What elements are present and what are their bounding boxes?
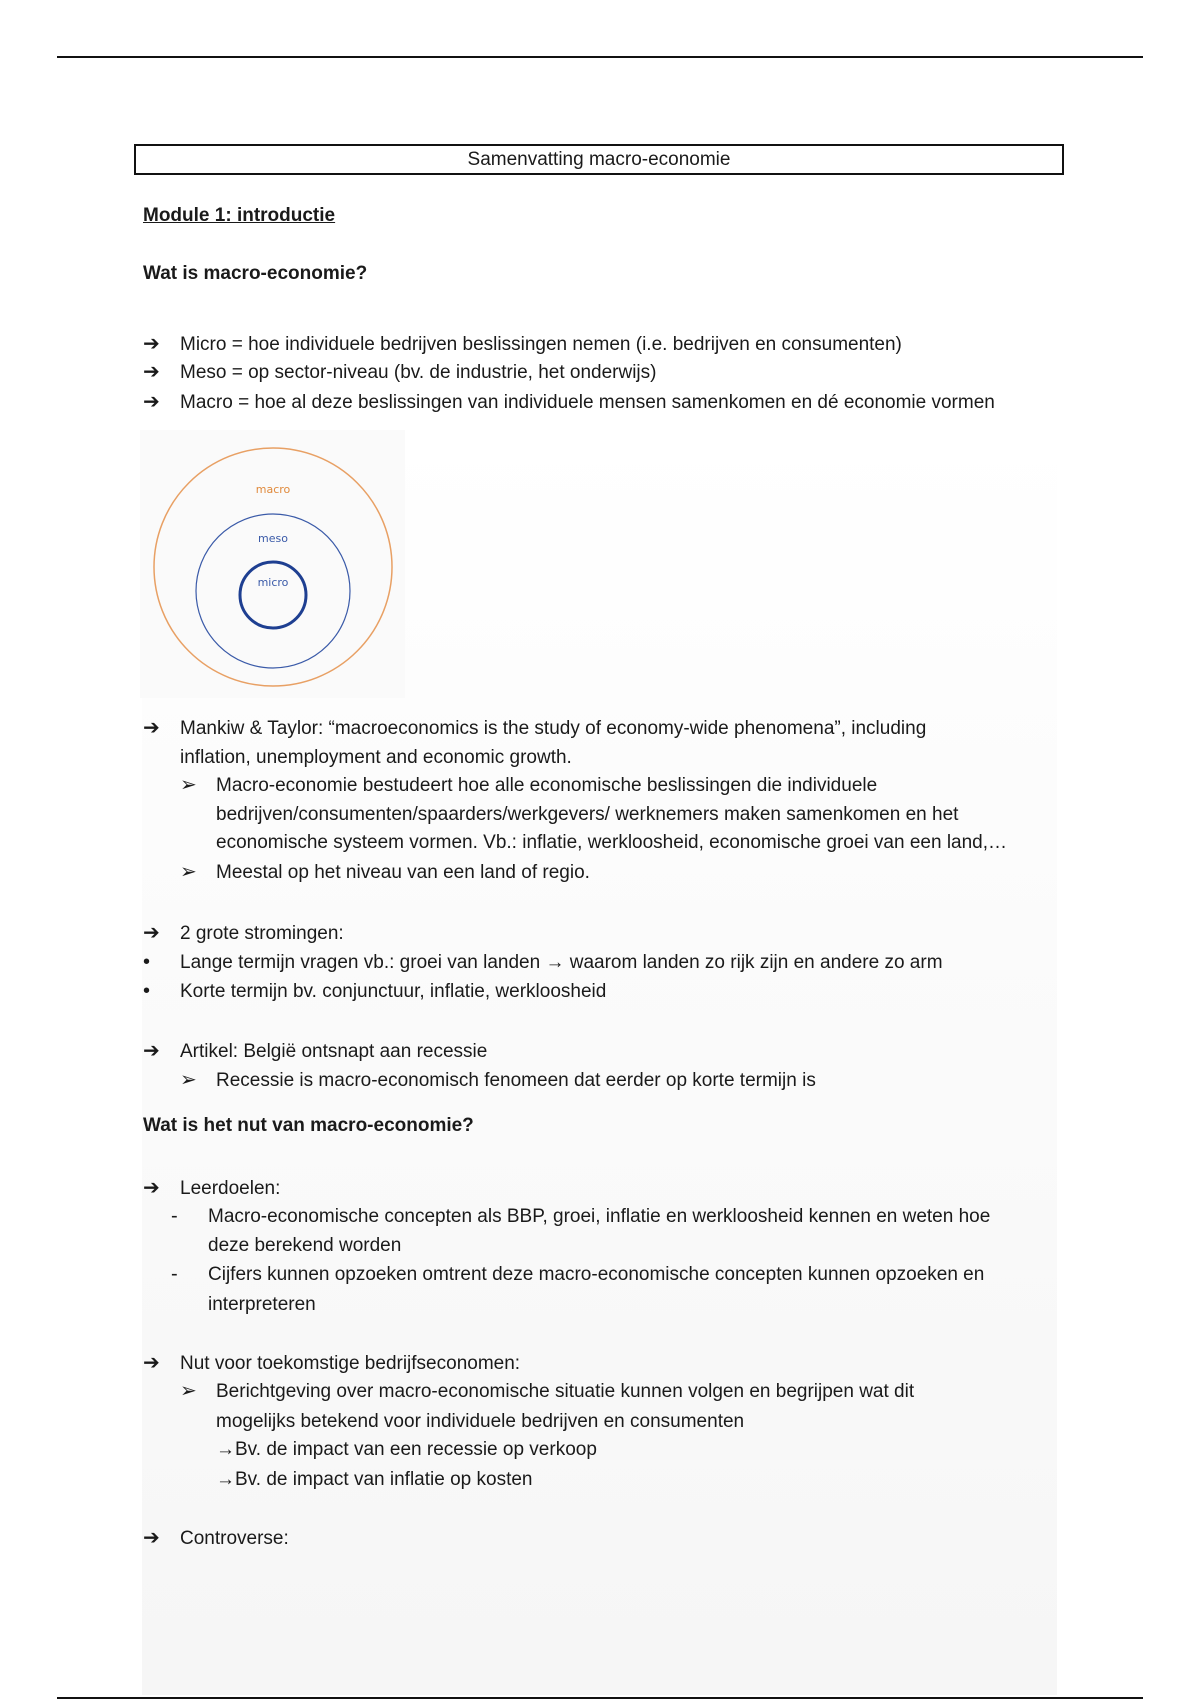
header-rule <box>57 56 1143 58</box>
arrow-bullet-icon: ➔ <box>143 391 160 413</box>
leerdoel-2-line-1: Cijfers kunnen opzoeken omtrent deze macro-economische concepten kunnen opzoeken en <box>208 1264 985 1285</box>
nut-toekomstige: Nut voor toekomstige bedrijfseconomen: <box>180 1353 521 1374</box>
arrow-bullet-icon: ➔ <box>143 1040 160 1062</box>
arrow-bullet-icon: ➔ <box>143 1177 160 1199</box>
document-title-text: Samenvatting macro-economie <box>467 148 731 170</box>
section-heading-nut: Wat is het nut van macro-economie? <box>143 1115 474 1136</box>
leerdoel-1-line-1: Macro-economische concepten als BBP, groei, inflatie en werkloosheid kennen en weten hoe <box>208 1206 991 1227</box>
lange-termijn: Lange termijn vragen vb.: groei van landen → waarom landen zo rijk zijn en andere zo arm <box>180 952 943 973</box>
impact-inflatie: →Bv. de impact van inflatie op kosten <box>216 1469 533 1490</box>
berichtgeving-line-1: Berichtgeving over macro-economische situatie kunnen volgen en begrijpen wat dit <box>216 1381 915 1402</box>
mankiw-line-1: Mankiw & Taylor: “macroeconomics is the study of economy-wide phenomena”, including <box>180 718 927 739</box>
dot-bullet-icon: • <box>143 951 151 973</box>
sub-point-1-line-3: economische systeem vormen. Vb.: inflatie, werkloosheid, economische groei van een land,… <box>216 832 1008 853</box>
section-heading-what-is: Wat is macro-economie? <box>143 263 368 284</box>
triangle-bullet-icon: ➢ <box>180 1380 197 1402</box>
arrow-bullet-icon: ➔ <box>143 361 160 383</box>
dash-bullet-icon: - <box>171 1263 178 1285</box>
arrow-bullet-icon: ➔ <box>143 1527 160 1549</box>
arrow-bullet-icon: ➔ <box>143 333 160 355</box>
def-micro: Micro = hoe individuele bedrijven beslissingen nemen (i.e. bedrijven en consumenten) <box>180 334 902 355</box>
macro-label: macro <box>255 483 291 496</box>
def-macro: Macro = hoe al deze beslissingen van individuele mensen samenkomen en dé economie vormen <box>180 392 995 413</box>
arrow-bullet-icon: ➔ <box>143 922 160 944</box>
recessie: Recessie is macro-economisch fenomeen dat eerder op korte termijn is <box>216 1070 816 1091</box>
impact-recessie: →Bv. de impact van een recessie op verkoop <box>216 1439 597 1460</box>
leerdoelen: Leerdoelen: <box>180 1178 281 1199</box>
mankiw-line-2: inflation, unemployment and economic growth. <box>180 747 572 768</box>
document-title <box>134 144 1064 175</box>
dash-bullet-icon: - <box>171 1205 178 1227</box>
sub-point-2: Meestal op het niveau van een land of regio. <box>216 862 590 883</box>
sub-point-1-line-2: bedrijven/consumenten/spaarders/werkgevers/ werknemers maken samenkomen en het <box>216 804 959 825</box>
footer-rule <box>57 1697 1143 1699</box>
diagram-background <box>140 430 405 698</box>
concentric-circles-diagram <box>140 430 405 698</box>
berichtgeving-line-2: mogelijks betekend voor individuele bedrijven en consumenten <box>216 1411 745 1432</box>
artikel: Artikel: België ontsnapt aan recessie <box>180 1041 488 1062</box>
sub-point-1-line-1: Macro-economie bestudeert hoe alle economische beslissingen die individuele <box>216 775 878 796</box>
leerdoel-1-line-2: deze berekend worden <box>208 1235 402 1256</box>
controverse: Controverse: <box>180 1528 289 1549</box>
def-meso: Meso = op sector-niveau (bv. de industrie, het onderwijs) <box>180 362 657 383</box>
arrow-bullet-icon: ➔ <box>143 1352 160 1374</box>
meso-label: meso <box>258 532 288 545</box>
dot-bullet-icon: • <box>143 980 151 1002</box>
triangle-bullet-icon: ➢ <box>180 774 197 796</box>
korte-termijn: Korte termijn bv. conjunctuur, inflatie, werkloosheid <box>180 981 607 1002</box>
leerdoel-2-line-2: interpreteren <box>208 1294 316 1315</box>
stromingen: 2 grote stromingen: <box>180 923 344 944</box>
triangle-bullet-icon: ➢ <box>180 1069 197 1091</box>
module-heading: Module 1: introductie <box>143 205 336 226</box>
triangle-bullet-icon: ➢ <box>180 861 197 883</box>
micro-label: micro <box>257 576 289 589</box>
arrow-bullet-icon: ➔ <box>143 717 160 739</box>
